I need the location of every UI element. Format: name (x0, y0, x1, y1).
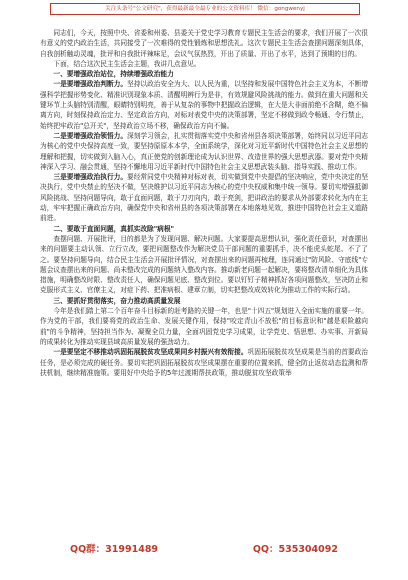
footer-qq-contact: QQ：535304092 (252, 544, 338, 555)
paragraph (40, 172, 368, 223)
footer (70, 541, 338, 555)
section-heading: 一、要增强政治站位，持续增强政治能力 (53, 70, 174, 79)
paragraph-lead: 一是要坚定不移推动巩固拓展脱贫攻坚成果同乡村振兴有效衔接。 (53, 348, 248, 357)
paragraph (40, 131, 368, 172)
paragraph-text: 深刻学习领会，扎实贯彻落实党中央和省州县各项决策部署，始终同以习近平同志为核心的党中央保持高度一致，要坚持原原本本学，全面系统学，深化对习近平新时代中国特色社会主义思想的理解和把握，切实做到入脑入心，真正使党的创新理论成为认识世界、改造世界的强大思想武器。要对党中央精神深入学习、融会贯通，坚持不懈地用习近平新时代中国特色社会主义思想武装头脑、指导实践、推动工作。 (40, 131, 368, 171)
watermark-banner: 关注头条号"公文研究"，获得最新最全最专业的公文资料库！ 微信：gongwenyj (50, 3, 360, 15)
document-body (40, 28, 368, 530)
paragraph: 同志们，今天，按照中央、省委和州委、县委关于党史学习教育专题民主生活会的要求，我们开展了一次很有意义的党内政治生活，共同接受了一次难得的党性锻炼和思想洗礼。这次专题民主生活会查摆问题深刻具体，自我剖析触动灵魂，批评和自我批评辣味足，会议气氛热烈，开出了质量、开出了水平，达到了预期的目的。 (40, 29, 368, 58)
paragraph: 查摆问题、开展批评，目的都是为了发现问题、解决问题。大家要提高思想认识，强化责任意识，对查摆出来的问题要主动认领、立行立改，要把问题整改作为解决党员干部问题的重要抓手，决不能虎头蛇尾、不了了之。要坚持问题导向，结合民主生活会开展批评情况，对查摆出来的问题再梳理，连同通过"防风险、守底线"专题会议查摆出来的问题、尚未整改完成的问题纳入整改内容。推动新老问题一起解决，要将整改清单细化为具体措施，明确整改时限、整改责任人，确保问题见底、整改到位。要以钉钉子精神抓好各项问题整改，坚决防止和克服形式主义、官僚主义，对症下药、把准病根、建章立制，切实把整改成效转化为推动工作的实际行动。 (40, 234, 368, 295)
paragraph-lead: 一是要增强政治判断力。 (53, 80, 128, 89)
paragraph-text: 坚持以政治安全为大、以人民为重，以坚持和发展中国特色社会主义为本，不断增强科学把握形势变化、精准识别现象本质、清醒明辨行为是非，有效规避风险挑战的能力。做到在重大问题和关键环节上头脑特别清醒，眼睛特别明亮，善于从复杂的事物中把握政治逻辑，在大是大非面前绝不含糊，绝不偏离方向，时刻保持政治定力、坚定政治方向，对标对表党中央的决策部署，坚定不移做到政令畅通、令行禁止，始终把牢政治"总开关"，坚持政治立场不移，确保政治方向不偏。 (40, 80, 368, 130)
section-heading: 三、要抓好贯彻落实，奋力推动高质量发展 (53, 296, 181, 305)
footer-qq-group: QQ群：31991489 (70, 544, 159, 555)
paragraph (40, 347, 368, 378)
paragraph: 下面，结合这次民主生活会主题，我讲几点意见。 (53, 59, 201, 68)
paragraph-text: 要经常同党中央精神对标对表，切实做到党中央提倡的坚决响应，党中央决定的坚决执行，党中央禁止的坚决不做，坚决维护以习近平同志为核心的党中央权威和集中统一领导。要切实增强抵御风险挑战、坚持问题导向，敢于直面问题，敢于刀刃向内，敢于亮剑，把讲政治的要求从外部要求转化为内在主动，牢牢把握正确政治方向，确保党中央和省州县的各项决策部署在本地落地见效，推进中国特色社会主义道路前进。 (40, 173, 368, 223)
paragraph-lead: 三是要增强政治执行力。 (53, 173, 128, 182)
paragraph (40, 79, 368, 130)
paragraph-text: 巩固拓展脱贫攻坚成果是当前的首要政治任务，是必须完成的硬任务。要切实把巩固拓展脱贫攻坚成果摆在重要的位置来抓，健全防止返贫动态监测和帮扶机制，继续精准施策。要用好中央给予的5年过渡期帮扶政策，推动脱贫攻坚政策举 (40, 348, 368, 377)
paragraph-lead: 二是要增强政治领悟力。 (53, 131, 128, 140)
section-heading: 二、要敢于直面问题，真抓实改除"病根" (53, 224, 175, 233)
paragraph: 今年是我们踏上第二个百年奋斗目标新的赶考路的关键一年，也是"十四五"规划进入全面实施的重要一年。作为党的干部，我们要将党的政治生命、发展关键作用，保持"咬定青山不放松"的目标意识和"越是艰险越向前"的斗争精神，坚持担当作为、凝聚全员力量，全面巩固党史学习成果，让学党史、悟思想、办实事、开新局的成果转化为推动实现县域高质量发展的强劲动力。 (40, 307, 368, 346)
